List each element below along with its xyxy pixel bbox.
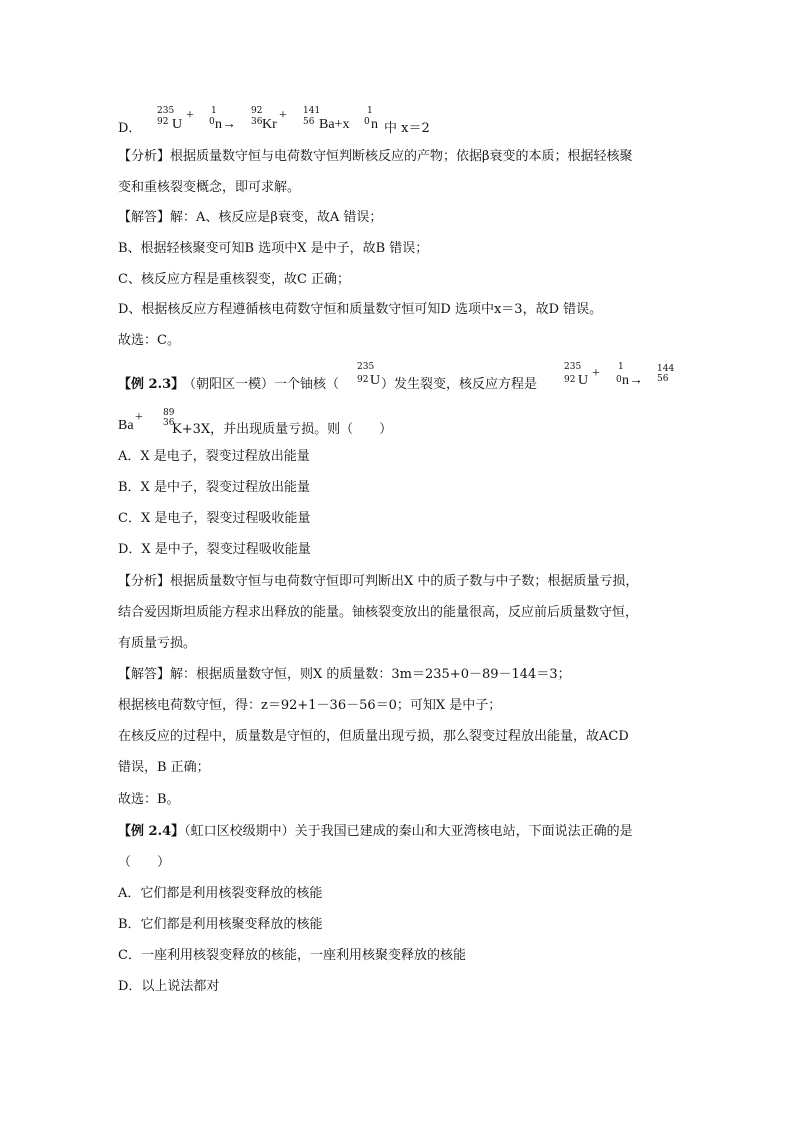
option-c: C．一座利用核裂变释放的核能，一座利用核聚变释放的核能 xyxy=(118,948,466,963)
analysis-line: 有质量亏损。 xyxy=(118,636,197,651)
ba-symbol: Ba xyxy=(118,418,134,433)
n2-mass: 1 xyxy=(367,106,373,116)
u2-z: 92 xyxy=(564,375,576,385)
u-mass: 235 xyxy=(157,106,175,116)
question-text: ）发生裂变，核反应方程是 xyxy=(381,377,538,392)
ba-mass: 141 xyxy=(303,106,321,116)
solution-answer: 故选：B。 xyxy=(118,792,180,807)
analysis-line: 【分析】根据质量数守恒与电荷数守恒即可判断出X 中的质子数与中子数；根据质量亏损， xyxy=(118,574,639,589)
solution-line: 【解答】解：A、核反应是β衰变，故A 错误； xyxy=(118,210,383,225)
ba-mass: 144 xyxy=(657,364,675,374)
kr-mass: 92 xyxy=(251,106,263,116)
option-b: B．X 是中子，裂变过程放出能量 xyxy=(118,480,310,495)
u-z: 92 xyxy=(157,117,169,127)
ba-z: 56 xyxy=(657,374,669,384)
analysis-line: 结合爱因斯坦质能方程求出释放的能量。铀核裂变放出的能量很高，反应前后质量数守恒， xyxy=(118,605,639,620)
analysis-line: 【分析】根据质量数守恒与电荷数守恒判断核反应的产物；依据β衰变的本质；根据轻核聚 xyxy=(118,149,633,164)
solution-line: B、根据轻核聚变可知B 选项中X 是中子，故B 错误； xyxy=(118,241,429,256)
question-text: （朝阳区一模）一个铀核（ xyxy=(183,377,340,392)
option-d: D．X 是中子，裂变过程吸收能量 xyxy=(118,542,311,557)
u-symbol: U xyxy=(172,117,183,132)
n-mass: 1 xyxy=(618,362,624,372)
option-a: A．X 是电子，裂变过程放出能量 xyxy=(118,449,310,464)
n-z: 0 xyxy=(616,375,622,385)
option-b: B．它们都是利用核聚变释放的核能 xyxy=(118,917,323,932)
n2-z: 0 xyxy=(364,117,370,127)
option-d: D．以上说法都对 xyxy=(118,979,220,994)
equation-tail: 中 x＝2 xyxy=(384,121,430,136)
u1-mass: 235 xyxy=(357,362,375,372)
plus-sign: + xyxy=(592,366,600,381)
solution-answer: 故选：C。 xyxy=(118,333,180,348)
option-prefix: D． xyxy=(118,121,142,136)
n2-symbol: n xyxy=(371,117,378,132)
plus-sign: + xyxy=(135,410,143,425)
u1-symbol: U xyxy=(370,373,381,388)
kr-z: 36 xyxy=(251,117,263,127)
solution-line: C、核反应方程是重核裂变，故C 正确； xyxy=(118,272,351,287)
question-text: （虹口区校级期中）关于我国已建成的秦山和大亚湾核电站，下面说法正确的是 xyxy=(184,824,633,839)
analysis-line: 变和重核裂变概念，即可求解。 xyxy=(118,180,301,195)
u1-z: 92 xyxy=(357,375,369,385)
k-symbol-and-text: K+3X，并出现质量亏损。则（ ） xyxy=(172,422,393,437)
n-z: 0 xyxy=(209,117,215,127)
ba-z: 56 xyxy=(303,117,315,127)
option-c: C．X 是电子，裂变过程吸收能量 xyxy=(118,511,311,526)
solution-line: 在核反应的过程中，质量数是守恒的，但质量出现亏损，那么裂变过程放出能量，故ACD xyxy=(118,729,629,744)
u2-symbol: U xyxy=(578,373,589,388)
ba-symbol: Ba+x xyxy=(319,117,350,132)
solution-line: 根据核电荷数守恒，得：z＝92+1－36－56＝0；可知X 是中子； xyxy=(118,698,502,713)
option-a: A．它们都是利用核裂变释放的核能 xyxy=(118,886,323,901)
n-symbol: n→ xyxy=(215,117,236,132)
k-mass: 89 xyxy=(163,408,175,418)
example-label: 【例 2.4】 xyxy=(118,824,185,839)
kr-symbol: Kr xyxy=(262,117,277,132)
n-mass: 1 xyxy=(211,106,217,116)
solution-line: 【解答】解：根据质量数守恒，则X 的质量数：3m＝235+0－89－144＝3； xyxy=(118,667,571,682)
solution-line: D、根据核反应方程遵循核电荷数守恒和质量数守恒可知D 选项中x＝3，故D 错误。 xyxy=(118,302,603,317)
k-z: 36 xyxy=(163,418,175,428)
answer-parens: （ ） xyxy=(118,855,171,870)
plus-sign: + xyxy=(279,108,287,123)
n-symbol: n→ xyxy=(622,373,643,388)
u2-mass: 235 xyxy=(564,362,582,372)
example-label: 【例 2.3】 xyxy=(118,377,185,392)
plus-sign: + xyxy=(186,108,194,123)
solution-line: 错误，B 正确； xyxy=(118,760,210,775)
example-2-4-question xyxy=(118,824,633,840)
